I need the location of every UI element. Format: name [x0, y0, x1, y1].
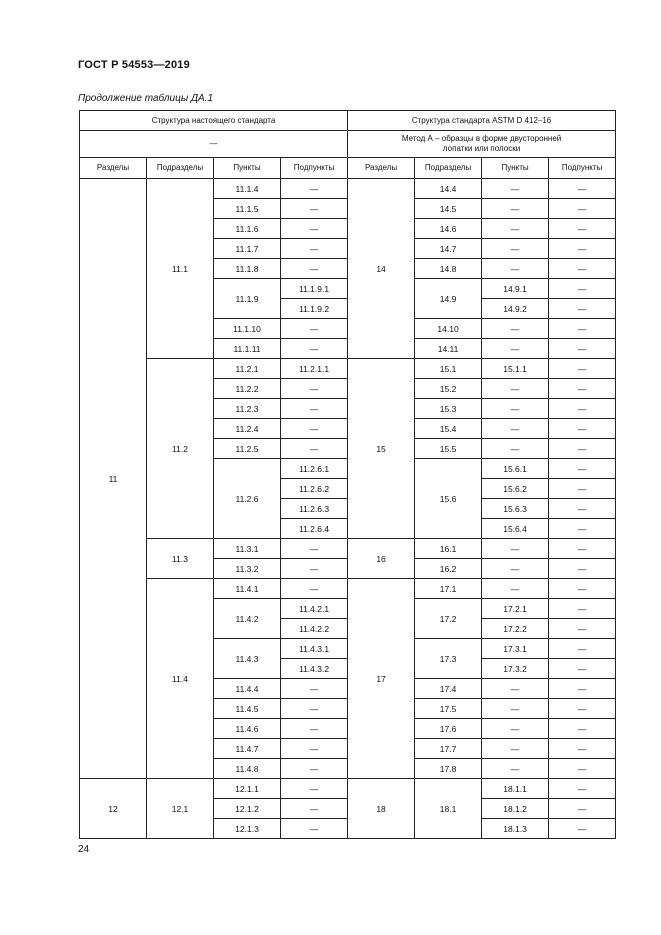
clause-cell: 11.1.8 [214, 259, 281, 279]
astm-subsection-cell: 14.11 [415, 339, 482, 359]
astm-clause-cell: — [482, 759, 549, 779]
subclause-cell: — [281, 319, 348, 339]
group-header-right: Структура стандарта ASTM D 412–16 [348, 111, 616, 131]
astm-subclause-cell: — [549, 299, 616, 319]
astm-section-cell: 17 [348, 579, 415, 779]
subclause-cell: — [281, 179, 348, 199]
subclause-cell: 11.2.6.4 [281, 519, 348, 539]
subclause-cell: 11.4.3.1 [281, 639, 348, 659]
astm-clause-cell: 17.3.1 [482, 639, 549, 659]
astm-subclause-cell: — [549, 659, 616, 679]
astm-clause-cell: 18.1.3 [482, 819, 549, 839]
astm-clause-cell: 15.6.1 [482, 459, 549, 479]
subclause-cell: 11.2.6.2 [281, 479, 348, 499]
table-row [80, 179, 616, 199]
subsection-cell: 11.4 [147, 579, 214, 779]
astm-clause-cell: — [482, 399, 549, 419]
astm-subclause-cell: — [549, 239, 616, 259]
astm-clause-cell: 17.2.2 [482, 619, 549, 639]
subclause-cell: — [281, 819, 348, 839]
subclause-cell: — [281, 219, 348, 239]
astm-subclause-cell: — [549, 799, 616, 819]
astm-subclause-cell: — [549, 479, 616, 499]
astm-subclause-cell: — [549, 339, 616, 359]
astm-subsection-cell: 17.5 [415, 699, 482, 719]
astm-subclause-cell: — [549, 639, 616, 659]
clause-cell: 11.2.5 [214, 439, 281, 459]
astm-clause-cell: — [482, 319, 549, 339]
col-header: Разделы [348, 158, 415, 179]
astm-clause-cell: 17.3.2 [482, 659, 549, 679]
subsection-cell: 11.3 [147, 539, 214, 579]
astm-clause-cell: — [482, 579, 549, 599]
astm-clause-cell: — [482, 559, 549, 579]
clause-cell: 11.1.9 [214, 279, 281, 319]
clause-cell: 11.1.5 [214, 199, 281, 219]
subclause-cell: — [281, 779, 348, 799]
astm-clause-cell: — [482, 539, 549, 559]
astm-section-cell: 14 [348, 179, 415, 359]
clause-cell: 11.1.10 [214, 319, 281, 339]
astm-subclause-cell: — [549, 399, 616, 419]
subclause-cell: — [281, 339, 348, 359]
astm-subclause-cell: — [549, 439, 616, 459]
astm-clause-cell: — [482, 419, 549, 439]
clause-cell: 11.4.6 [214, 719, 281, 739]
subclause-cell: 11.4.2.2 [281, 619, 348, 639]
clause-cell: 11.4.5 [214, 699, 281, 719]
astm-clause-cell: 15.1.1 [482, 359, 549, 379]
astm-subclause-cell: — [549, 259, 616, 279]
subclause-cell: — [281, 559, 348, 579]
astm-subclause-cell: — [549, 819, 616, 839]
clause-cell: 12.1.3 [214, 819, 281, 839]
clause-cell: 11.1.11 [214, 339, 281, 359]
astm-clause-cell: — [482, 339, 549, 359]
clause-cell: 11.2.4 [214, 419, 281, 439]
standard-designation: ГОСТ Р 54553—2019 [78, 59, 190, 71]
subclause-cell: — [281, 419, 348, 439]
astm-clause-cell: — [482, 679, 549, 699]
subclause-cell: — [281, 579, 348, 599]
astm-clause-cell: 14.9.1 [482, 279, 549, 299]
subclause-cell: 11.2.6.3 [281, 499, 348, 519]
astm-subsection-cell: 17.8 [415, 759, 482, 779]
clause-cell: 11.2.1 [214, 359, 281, 379]
subclause-cell: 11.2.1.1 [281, 359, 348, 379]
astm-subsection-cell: 14.9 [415, 279, 482, 319]
clause-cell: 11.4.7 [214, 739, 281, 759]
astm-subclause-cell: — [549, 779, 616, 799]
page-number: 24 [78, 844, 90, 855]
astm-clause-cell: 15.6.2 [482, 479, 549, 499]
subclause-cell: — [281, 239, 348, 259]
subclause-cell: 11.2.6.1 [281, 459, 348, 479]
clause-cell: 11.3.2 [214, 559, 281, 579]
astm-subclause-cell: — [549, 419, 616, 439]
clause-cell: 11.2.3 [214, 399, 281, 419]
astm-subclause-cell: — [549, 499, 616, 519]
astm-subsection-cell: 17.7 [415, 739, 482, 759]
astm-clause-cell: 14.9.2 [482, 299, 549, 319]
clause-cell: 11.4.2 [214, 599, 281, 639]
subclause-cell: — [281, 739, 348, 759]
subclause-cell: — [281, 719, 348, 739]
astm-subsection-cell: 14.5 [415, 199, 482, 219]
subclause-cell: — [281, 199, 348, 219]
astm-clause-cell: — [482, 259, 549, 279]
astm-subclause-cell: — [549, 199, 616, 219]
astm-clause-cell: — [482, 239, 549, 259]
subsection-cell: 12.1 [147, 779, 214, 839]
table-row [80, 539, 616, 559]
astm-subclause-cell: — [549, 719, 616, 739]
astm-subclause-cell: — [549, 179, 616, 199]
clause-cell: 11.1.7 [214, 239, 281, 259]
table-row [80, 359, 616, 379]
astm-subclause-cell: — [549, 359, 616, 379]
astm-section-cell: 18 [348, 779, 415, 839]
astm-clause-cell: — [482, 739, 549, 759]
clause-cell: 12.1.2 [214, 799, 281, 819]
method-right: Метод А – образцы в форме двусторонней лопатки или полоски [348, 131, 616, 158]
astm-clause-cell: — [482, 439, 549, 459]
astm-subsection-cell: 14.7 [415, 239, 482, 259]
astm-clause-cell: — [482, 179, 549, 199]
astm-subsection-cell: 15.3 [415, 399, 482, 419]
group-header-left: Структура настоящего стандарта [80, 111, 348, 131]
col-header: Подпункты [549, 158, 616, 179]
astm-subclause-cell: — [549, 319, 616, 339]
col-header: Разделы [80, 158, 147, 179]
astm-subclause-cell: — [549, 619, 616, 639]
astm-subclause-cell: — [549, 699, 616, 719]
subclause-cell: — [281, 539, 348, 559]
astm-subsection-cell: 14.6 [415, 219, 482, 239]
col-header: Подразделы [415, 158, 482, 179]
astm-subclause-cell: — [549, 599, 616, 619]
astm-subsection-cell: 17.1 [415, 579, 482, 599]
astm-clause-cell: — [482, 199, 549, 219]
astm-clause-cell: — [482, 719, 549, 739]
astm-subsection-cell: 15.5 [415, 439, 482, 459]
table-row [80, 579, 616, 599]
astm-subsection-cell: 16.1 [415, 539, 482, 559]
astm-clause-cell: — [482, 219, 549, 239]
astm-subsection-cell: 17.3 [415, 639, 482, 679]
astm-subclause-cell: — [549, 759, 616, 779]
clause-cell: 11.4.8 [214, 759, 281, 779]
astm-clause-cell: 18.1.2 [482, 799, 549, 819]
astm-subclause-cell: — [549, 459, 616, 479]
col-header: Подразделы [147, 158, 214, 179]
astm-subclause-cell: — [549, 539, 616, 559]
clause-cell: 11.2.2 [214, 379, 281, 399]
subclause-cell: 11.1.9.1 [281, 279, 348, 299]
method-left: — [80, 131, 348, 158]
subsection-cell: 11.1 [147, 179, 214, 359]
astm-subsection-cell: 16.2 [415, 559, 482, 579]
astm-subsection-cell: 15.1 [415, 359, 482, 379]
astm-clause-cell: 18.1.1 [482, 779, 549, 799]
astm-clause-cell: — [482, 699, 549, 719]
subclause-cell: — [281, 799, 348, 819]
clause-cell: 11.3.1 [214, 539, 281, 559]
astm-subsection-cell: 17.6 [415, 719, 482, 739]
astm-subclause-cell: — [549, 379, 616, 399]
astm-clause-cell: 15.6.4 [482, 519, 549, 539]
astm-subclause-cell: — [549, 579, 616, 599]
subclause-cell: — [281, 699, 348, 719]
astm-section-cell: 15 [348, 359, 415, 539]
astm-subsection-cell: 15.2 [415, 379, 482, 399]
astm-clause-cell: 17.2.1 [482, 599, 549, 619]
astm-subsection-cell: 15.6 [415, 459, 482, 539]
subclause-cell: — [281, 759, 348, 779]
astm-subsection-cell: 14.4 [415, 179, 482, 199]
subclause-cell: — [281, 399, 348, 419]
correspondence-table [79, 110, 616, 839]
method-row [80, 131, 616, 158]
col-header: Подпункты [281, 158, 348, 179]
clause-cell: 11.2.6 [214, 459, 281, 539]
clause-cell: 11.1.6 [214, 219, 281, 239]
subclause-cell: — [281, 379, 348, 399]
group-header-row [80, 111, 616, 131]
column-header-row [80, 158, 616, 179]
astm-subsection-cell: 18.1 [415, 779, 482, 839]
astm-subclause-cell: — [549, 739, 616, 759]
section-cell: 11 [80, 179, 147, 779]
subclause-cell: — [281, 259, 348, 279]
astm-clause-cell: — [482, 379, 549, 399]
clause-cell: 11.4.4 [214, 679, 281, 699]
subclause-cell: — [281, 679, 348, 699]
astm-subclause-cell: — [549, 559, 616, 579]
subclause-cell: 11.4.2.1 [281, 599, 348, 619]
astm-subclause-cell: — [549, 219, 616, 239]
subclause-cell: 11.4.3.2 [281, 659, 348, 679]
subsection-cell: 11.2 [147, 359, 214, 539]
clause-cell: 11.1.4 [214, 179, 281, 199]
table-row [80, 779, 616, 799]
clause-cell: 11.4.1 [214, 579, 281, 599]
subclause-cell: 11.1.9.2 [281, 299, 348, 319]
section-cell: 12 [80, 779, 147, 839]
astm-subsection-cell: 17.4 [415, 679, 482, 699]
astm-subsection-cell: 14.10 [415, 319, 482, 339]
col-header: Пункты [214, 158, 281, 179]
astm-subsection-cell: 15.4 [415, 419, 482, 439]
clause-cell: 11.4.3 [214, 639, 281, 679]
astm-subsection-cell: 17.2 [415, 599, 482, 639]
table-caption: Продолжение таблицы ДА.1 [78, 93, 214, 104]
astm-subsection-cell: 14.8 [415, 259, 482, 279]
astm-subclause-cell: — [549, 679, 616, 699]
astm-clause-cell: 15.6.3 [482, 499, 549, 519]
col-header: Пункты [482, 158, 549, 179]
astm-section-cell: 16 [348, 539, 415, 579]
astm-subclause-cell: — [549, 519, 616, 539]
clause-cell: 12.1.1 [214, 779, 281, 799]
subclause-cell: — [281, 439, 348, 459]
astm-subclause-cell: — [549, 279, 616, 299]
